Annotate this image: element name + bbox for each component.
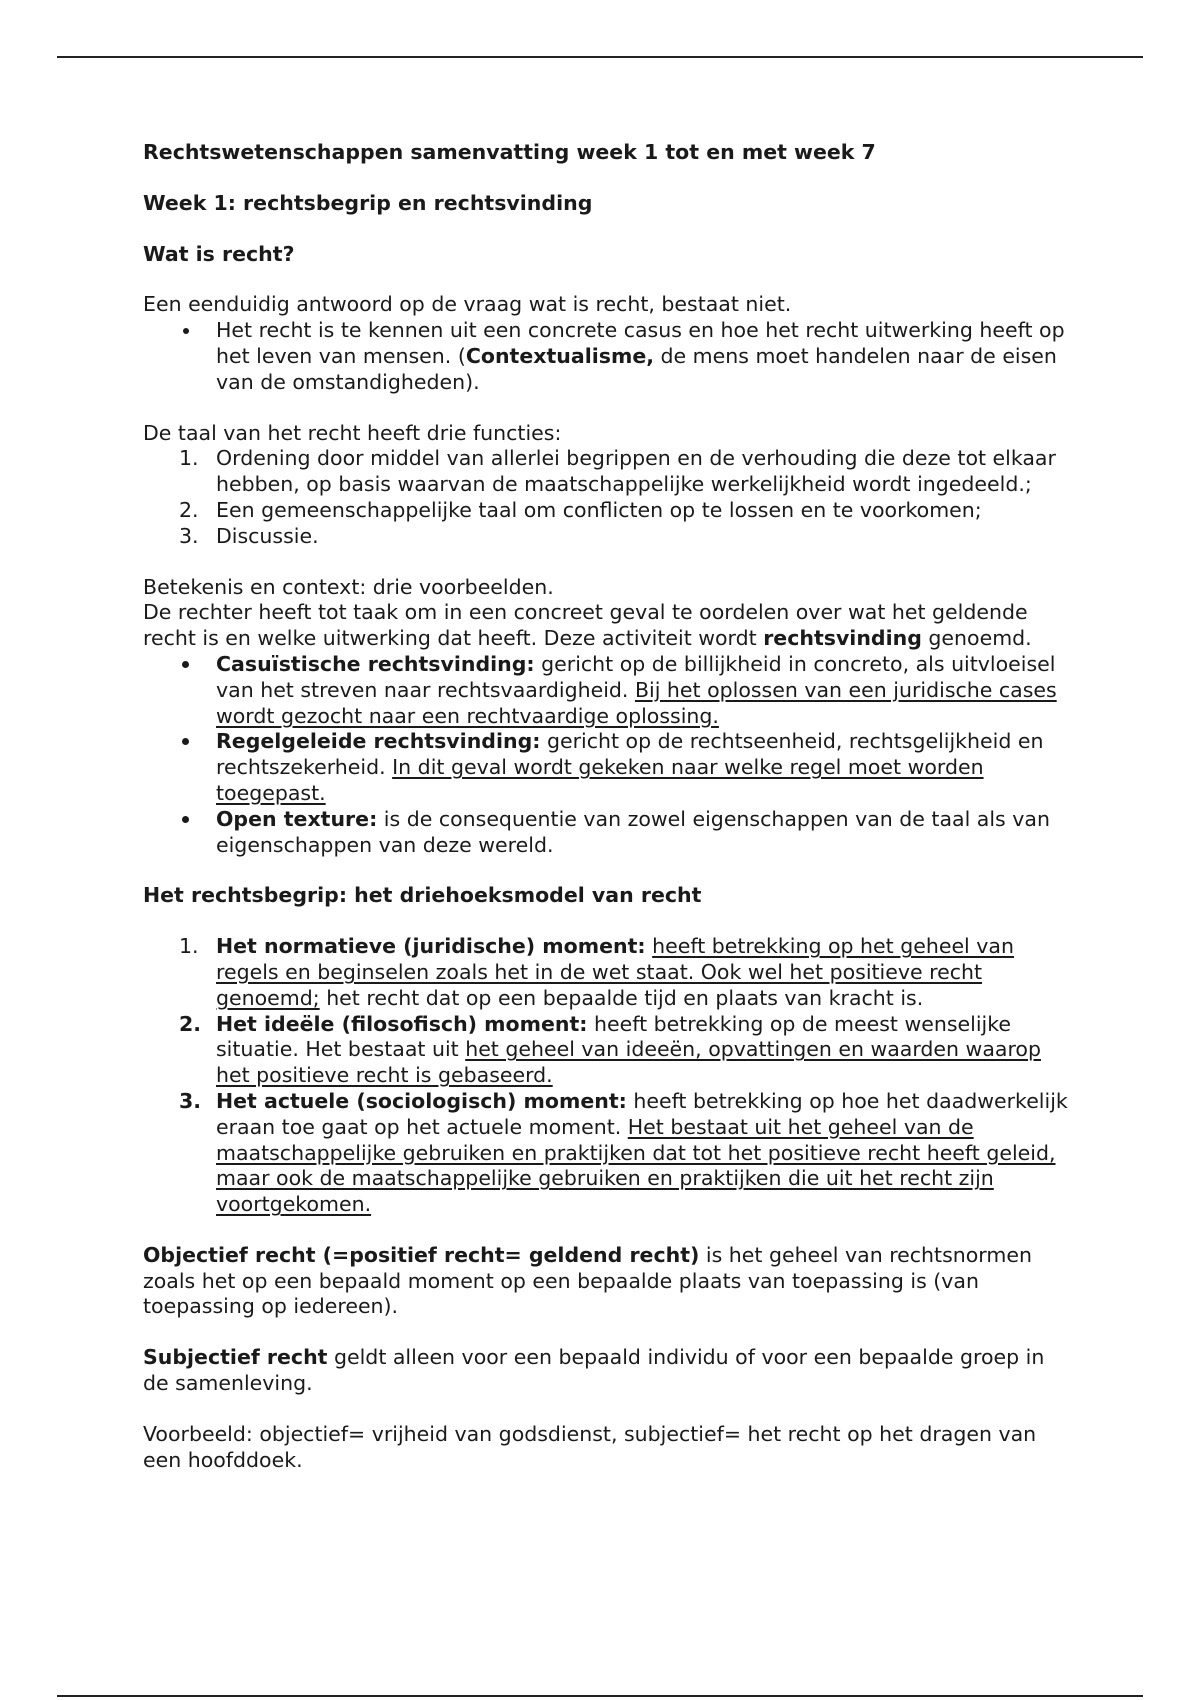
intro-list [143,318,1073,395]
header-rule [57,56,1143,58]
finding-types-list [143,652,1073,858]
list-item: Regelgeleide rechtsvinding: gericht op de rechtseenheid, rechtsgelijkheid en rechtszekerheid. In dit geval wordt gekeken naar welke regel moet worden toegepast. [143,729,1073,806]
functions-intro: De taal van het recht heeft drie functies: [143,420,562,445]
objective-paragraph: Objectief recht (=positief recht= geldend recht) is het geheel van rechtsnormen zoals het op een bepaald moment op een bepaalde plaats van toepassing is (van toepassing op iedereen). [143,1242,1032,1319]
list-item: 3. Discussie. [179,523,319,548]
list-item: 2. Een gemeenschappelijke taal om conflicten op te lossen en te voorkomen; [179,497,982,522]
list-item: 2. Het ideële (filosofisch) moment: heeft betrekking op de meest wenselijke situatie. Het bestaat uit het geheel van ideeën, opvattingen en waarden waarop het positieve recht is gebaseerd. [179,1011,1041,1088]
rechtsvinding-term: rechtsvinding [763,626,922,651]
list-item: Casuïstische rechtsvinding: gericht op de billijkheid in concreto, als uitvloeisel van het streven naar rechtsvaardigheid. Bij het oplossen van een juridische cases wordt gezocht naar een rechtvaardige oplossing. [143,652,1073,729]
list-item: 3. Het actuele (sociologisch) moment: heeft betrekking op hoe het daadwerkelijk eraan toe gaat op het actuele moment. Het bestaat uit het geheel van de maatschappelijke gebruiken en praktijken dat tot het positieve recht heeft geleid, maar ook de maatschappelijke gebruiken en praktijken die uit het recht zijn voortgekomen. [179,1088,1068,1217]
judge-paragraph: De rechter heeft tot taak om in een concreet geval te oordelen over wat het geldende recht is en welke uitwerking dat heeft. Deze activiteit wordt rechtsvinding genoemd. [143,600,1032,651]
list-item: 1. Ordening door middel van allerlei begrippen en de verhouding die deze tot elkaar hebben, op basis waarvan de maatschappelijke werkelijkheid wordt ingedeeld.; [179,446,1056,497]
context-line: Betekenis en context: drie voorbeelden. [143,574,554,599]
triangle-heading: Het rechtsbegrip: het driehoeksmodel van recht [143,883,702,908]
contextualisme-term: Contextualisme, [465,343,655,368]
moments-list [143,934,1073,1218]
question-heading: Wat is recht? [143,241,295,266]
week-heading: Week 1: rechtsbegrip en rechtsvinding [143,190,593,215]
document-title: Rechtswetenschappen samenvatting week 1 tot en met week 7 [143,140,876,164]
list-item: Het recht is te kennen uit een concrete casus en hoe het recht uitwerking heeft op het leven van mensen. (Contextualisme, de mens moet handelen naar de eisen van de omstandigheden). [143,318,1073,395]
footer-rule [57,1695,1143,1697]
subjective-paragraph: Subjectief recht geldt alleen voor een bepaald individu of voor een bepaalde groep in de samenleving. [143,1345,1045,1396]
document-body [143,140,1073,1473]
intro-paragraph: Een eenduidig antwoord op de vraag wat is recht, bestaat niet. [143,292,792,317]
example-paragraph: Voorbeeld: objectief= vrijheid van godsdienst, subjectief= het recht op het dragen van een hoofddoek. [143,1421,1037,1472]
list-item: Open texture: is de consequentie van zowel eigenschappen van de taal als van eigenschappen van deze wereld. [143,807,1073,859]
functions-list [143,446,1073,549]
list-item: 1. Het normatieve (juridische) moment: heeft betrekking op het geheel van regels en beginselen zoals het in de wet staat. Ook wel het positieve recht genoemd; het recht dat op een bepaalde tijd en plaats van kracht is. [179,934,1014,1010]
